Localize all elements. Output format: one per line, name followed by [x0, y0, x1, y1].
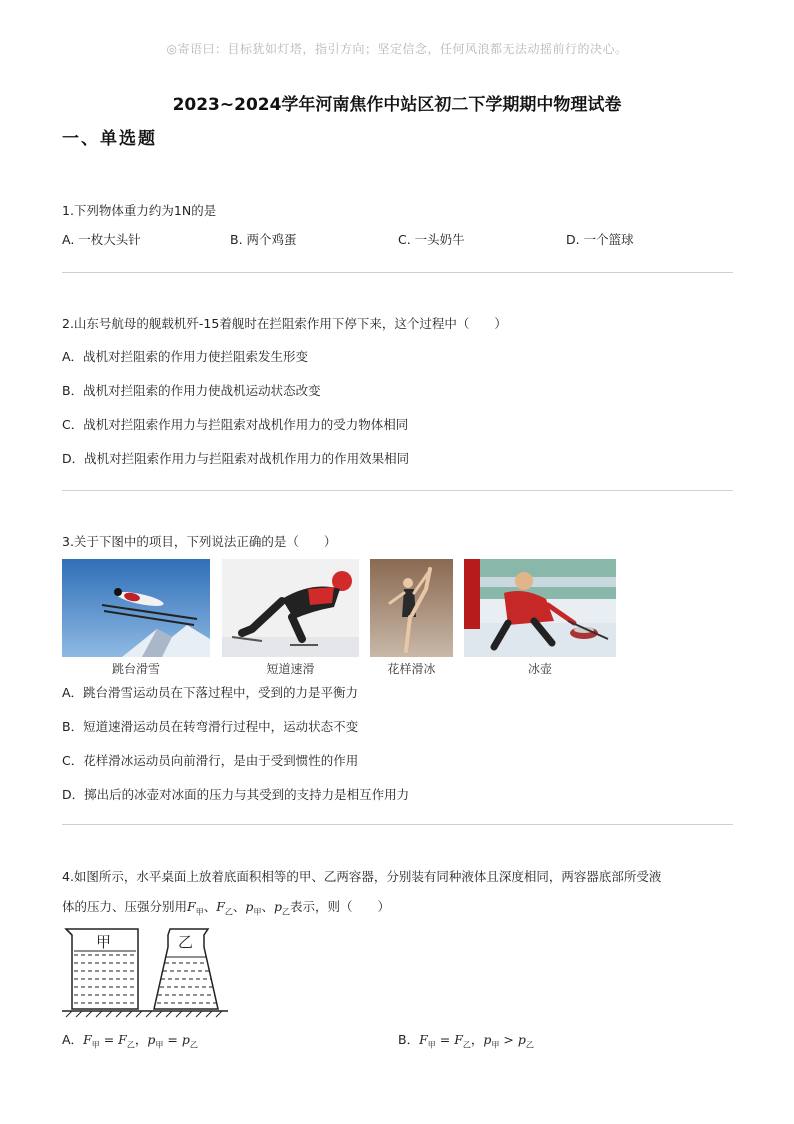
short-track-photo: [222, 559, 359, 657]
symbol-p-jia: $p_甲$: [245, 899, 262, 917]
exam-title: 2023~2024学年河南焦作中站区初二下学期期中物理试卷: [172, 95, 622, 115]
option-a: A．战机对拦阻索的作用力使拦阻索发生形变: [62, 349, 309, 364]
section-heading: 一、单选题: [62, 129, 157, 149]
question-stem: 2.山东号航母的舰载机歼-15着舰时在拦阻索作用下停下来，这个过程中（ ）: [62, 316, 507, 331]
containers-diagram: [62, 925, 232, 1019]
question-2: [62, 313, 742, 473]
table-surface: [62, 1011, 228, 1017]
divider: [62, 824, 733, 825]
option-c: C．战机对拦阻索作用力与拦阻索对战机作用力的受力物体相同: [62, 417, 409, 432]
figure-skating-photo: [370, 559, 453, 657]
question-stem: 3.关于下图中的项目，下列说法正确的是（ ）: [62, 534, 337, 549]
motto-watermark: ◎寄语曰：目标犹如灯塔，指引方向；坚定信念，任何风浪都无法动摇前行的决心。: [166, 42, 628, 56]
container-jia: [66, 929, 138, 1009]
question-stem-line-2: 体的压力、压强分别用$F_甲$、$F_乙$、$p_甲$、$p_乙$表示，则（ ）: [62, 899, 390, 917]
symbol-f-jia: $F_甲$: [187, 899, 204, 917]
option-a: A．$F_甲 = F_乙$，$p_甲 = p_乙$: [62, 1032, 198, 1050]
photo-caption: 跳台滑雪: [111, 662, 160, 676]
option-d: D. 一个篮球: [566, 232, 634, 247]
option-d: D．掷出后的冰壶对冰面的压力与其受到的支持力是相互作用力: [62, 787, 410, 802]
photo-caption: 花样滑冰: [387, 662, 436, 676]
photo-caption: 短道速滑: [266, 662, 315, 676]
ski-jumping-photo: [62, 559, 210, 657]
option-d: D．战机对拦阻索作用力与拦阻索对战机作用力的作用效果相同: [62, 451, 410, 466]
symbol-p-yi: $p_乙$: [273, 899, 290, 917]
curling-photo: [464, 559, 616, 657]
option-b: B．$F_甲 = F_乙$，$p_甲 > p_乙$: [398, 1032, 534, 1050]
option-a: A．跳台滑雪运动员在下落过程中，受到的力是平衡力: [62, 685, 359, 700]
question-stem-line-1: 4.如图所示，水平桌面上放着底面积相等的甲、乙两容器，分别装有同种液体且深度相同，两容器底部所受液: [62, 869, 662, 884]
question-4: [62, 866, 742, 924]
question-3-options: [62, 683, 742, 803]
option-b: B．战机对拦阻索的作用力使战机运动状态改变: [62, 383, 321, 398]
photo-caption: 冰壶: [527, 662, 552, 676]
question-1: [62, 200, 742, 260]
divider: [62, 490, 733, 491]
option-a: A. 一枚大头针: [62, 232, 141, 247]
question-3: [62, 531, 742, 551]
symbol-f-yi: $F_乙$: [216, 899, 233, 917]
container-label-jia: 甲: [96, 933, 112, 951]
container-yi: [154, 929, 218, 1009]
container-label-yi: 乙: [178, 933, 194, 951]
divider: [62, 272, 733, 273]
option-b: B．短道速滑运动员在转弯滑行过程中，运动状态不变: [62, 719, 359, 734]
option-b: B. 两个鸡蛋: [230, 232, 297, 247]
question-stem: 1.下列物体重力约为1N的是: [62, 203, 217, 218]
option-c: C．花样滑冰运动员向前滑行，是由于受到惯性的作用: [62, 753, 359, 768]
option-c: C. 一头奶牛: [398, 232, 465, 247]
